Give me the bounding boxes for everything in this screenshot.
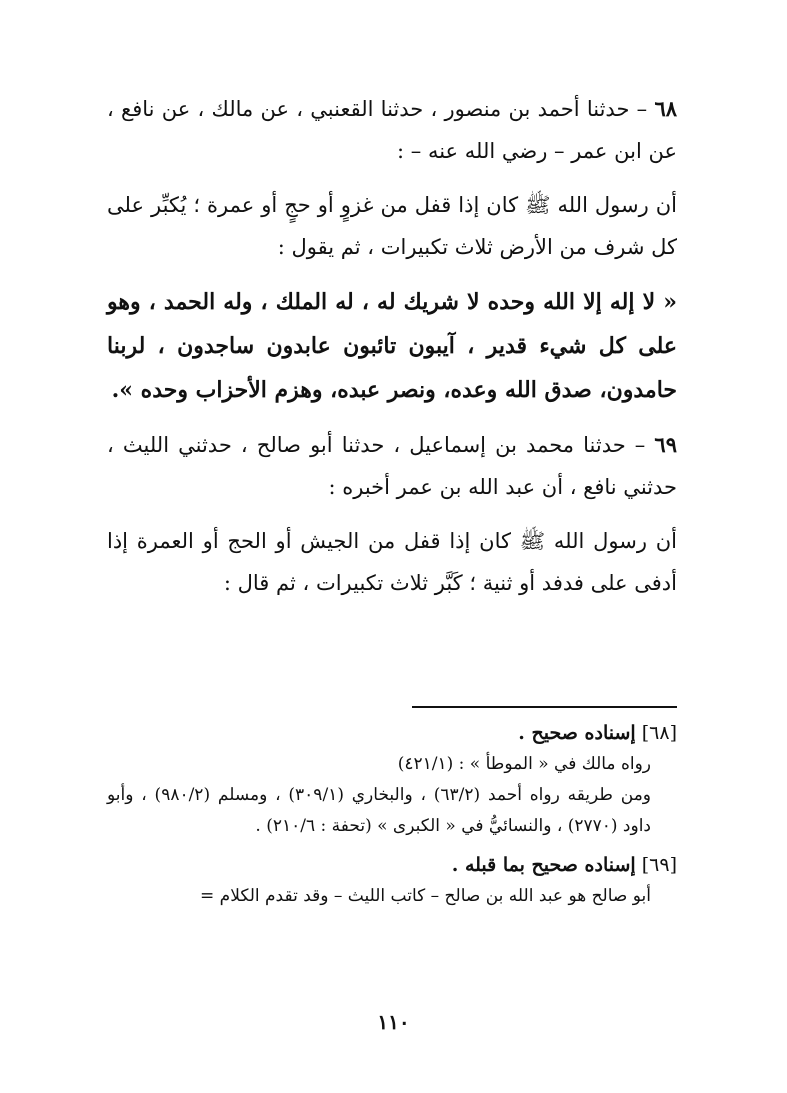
footnote-68-line: ومن طريقه رواه أحمد (٦٣/٢) ، والبخاري (٣٠٩/١) ، ومسلم (٩٨٠/٢) ، وأبو داود (٢٧٧٠) ، والنسائيُّ في « الكبرى » (تحفة : ٢١٠/٦) . xyxy=(107,785,652,836)
hadith-68-dua: « لا إله إلا الله وحده لا شريك له ، له الملك ، وله الحمد ، وهو على كل شيء قدير ، آيبون تائبون عابدون ساجدون ، لربنا حامدون، صدق الله وعده، ونصر عبده، وهزم الأحزاب وحده ». xyxy=(107,289,677,403)
footnote-68 xyxy=(107,718,677,842)
page-number: ١١٠ xyxy=(377,1010,410,1034)
hadith-68-isnad-text: – حدثنا أحمد بن منصور ، حدثنا القعنبي ، عن مالك ، عن نافع ، عن ابن عمر – رضي الله عنه – : xyxy=(107,97,677,163)
hadith-68-text: أن رسول الله ﷺ كان إذا قفل من غزوٍ أو حجٍ أو عمرة ؛ يُكبِّر على كل شرف من الأرض ثلاث تكبيرات ، ثم يقول : xyxy=(107,193,677,259)
footnote-69-line: أبو صالح هو عبد الله بن صالح – كاتب الليث – وقد تقدم الكلام = xyxy=(200,886,651,906)
hadith-68-number: ٦٨ xyxy=(654,96,677,121)
hadith-68-isnad xyxy=(107,88,677,172)
footnote-68-tag: [٦٨] xyxy=(641,722,677,744)
footnote-68-heading xyxy=(107,718,677,749)
hadith-69-isnad-text: – حدثنا محمد بن إسماعيل ، حدثنا أبو صالح ، حدثني الليث ، حدثني نافع ، أن عبد الله بن عمر أخبره : xyxy=(107,433,677,499)
footnote-69-tag: [٦٩] xyxy=(641,854,677,876)
main-text xyxy=(107,88,677,616)
hadith-69-text: أن رسول الله ﷺ كان إذا قفل من الجيش أو الحج أو العمرة إذا أدفى على فدفد أو ثنية ؛ كَبَّر ثلاث تكبيرات ، ثم قال : xyxy=(107,529,677,595)
hadith-69-number: ٦٩ xyxy=(654,432,677,457)
footnote-69 xyxy=(107,850,677,912)
footnote-68-line: رواه مالك في « الموطأ » : (٤٢١/١) xyxy=(397,754,651,774)
footnote-68-verdict: إسناده صحيح . xyxy=(518,722,636,744)
footnotes xyxy=(107,718,677,920)
footnote-69-verdict: إسناده صحيح بما قبله . xyxy=(451,854,636,876)
footnote-divider xyxy=(412,706,677,708)
footnote-69-heading xyxy=(107,850,677,881)
hadith-69-isnad xyxy=(107,424,677,508)
